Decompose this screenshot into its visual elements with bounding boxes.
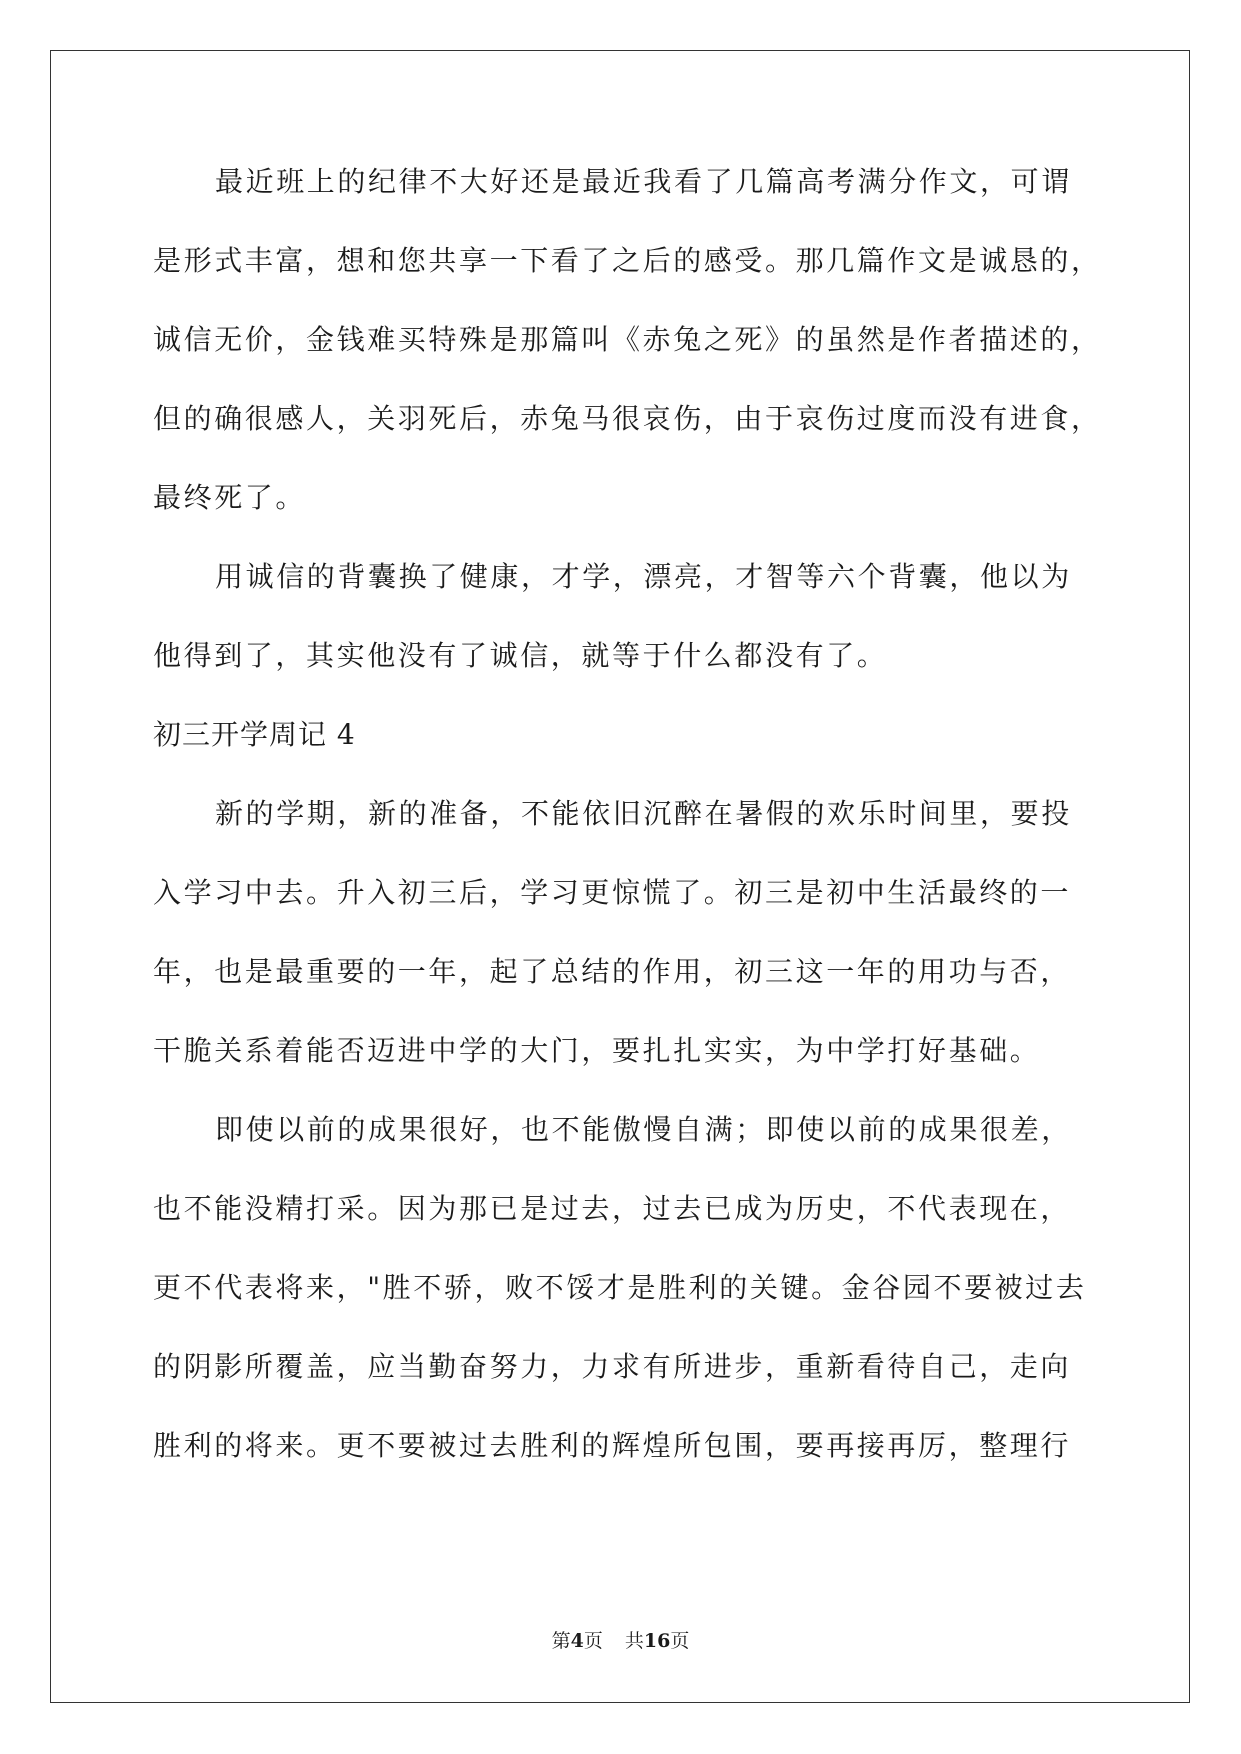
text-line: 年，也是最重要的一年，起了总结的作用，初三这一年的用功与否，: [153, 955, 1072, 988]
text-line: 干脆关系着能否迈进中学的大门，要扎扎实实，为中学打好基础。: [153, 1034, 1041, 1067]
page-prefix: 第: [551, 1630, 571, 1652]
text-line: 用诚信的背囊换了健康，才学，漂亮，才智等六个背囊，他以为: [215, 560, 1072, 593]
page-suffix: 页: [583, 1630, 603, 1652]
page-footer: [0, 1626, 1241, 1653]
total-prefix: 共: [624, 1630, 644, 1652]
text-line: 更不代表将来，"胜不骄，败不馁才是胜利的关键。金谷园不要被过去: [153, 1271, 1087, 1304]
document-body: [153, 162, 1102, 1505]
text-line: 新的学期，新的准备，不能依旧沉醉在暑假的欢乐时间里，要投: [215, 797, 1072, 830]
text-line: 最终死了。: [153, 481, 307, 514]
total-pages: 16: [643, 1630, 671, 1652]
total-suffix: 页: [670, 1630, 690, 1652]
text-line: 也不能没精打采。因为那已是过去，过去已成为历史，不代表现在，: [153, 1192, 1072, 1225]
text-line: 最近班上的纪律不大好还是最近我看了几篇高考满分作文，可谓: [215, 165, 1072, 198]
page-number: 4: [570, 1630, 584, 1652]
text-line: 是形式丰富，想和您共享一下看了之后的感受。那几篇作文是诚恳的，: [153, 244, 1102, 277]
text-line: 即使以前的成果很好，也不能傲慢自满；即使以前的成果很差，: [215, 1113, 1072, 1146]
text-line: 诚信无价，金钱难买特殊是那篇叫《赤兔之死》的虽然是作者描述的，: [153, 323, 1102, 356]
text-line: 他得到了，其实他没有了诚信，就等于什么都没有了。: [153, 639, 888, 672]
section-heading: 初三开学周记 4: [153, 718, 356, 751]
text-line: 入学习中去。升入初三后，学习更惊慌了。初三是初中生活最终的一: [153, 876, 1072, 909]
text-line: 的阴影所覆盖，应当勤奋努力，力求有所进步，重新看待自己，走向: [153, 1350, 1072, 1383]
text-line: 胜利的将来。更不要被过去胜利的辉煌所包围，要再接再厉，整理行: [153, 1429, 1072, 1462]
text-line: 但的确很感人，关羽死后，赤兔马很哀伤，由于哀伤过度而没有进食，: [153, 402, 1102, 435]
